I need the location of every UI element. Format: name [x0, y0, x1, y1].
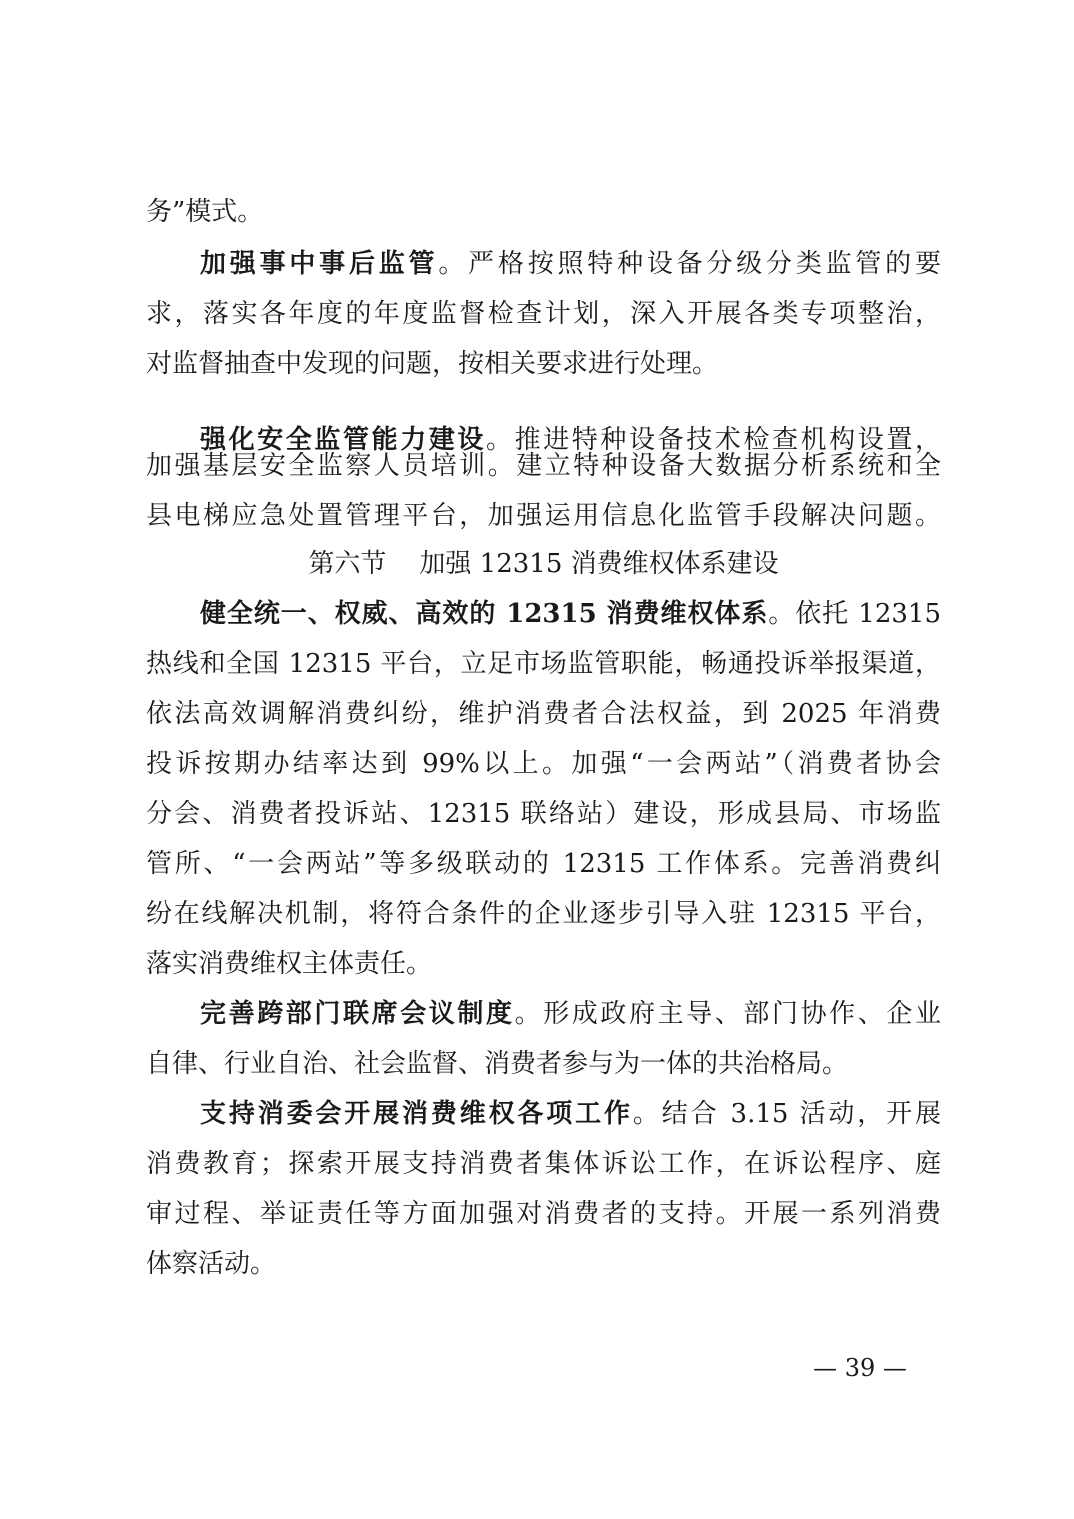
text-line: 对监督抽查中发现的问题，按相关要求进行处理。	[146, 349, 719, 379]
paragraph-text: 。形成政府主导、部门协作、企业	[514, 999, 941, 1029]
text-line: 加强基层安全监察人员培训。建立特种设备大数据分析系统和全	[146, 451, 941, 481]
text-line: 务”模式。	[146, 197, 264, 227]
paragraph-text: 。结合 3.15 活动，开展	[632, 1099, 941, 1129]
text-line: 纷在线解决机制，将符合条件的企业逐步引导入驻 12315 平台，	[146, 899, 941, 929]
text-line: 分会、消费者投诉站、12315 联络站）建设，形成县局、市场监	[146, 799, 941, 829]
paragraph-lead-bold: 完善跨部门联席会议制度	[200, 999, 515, 1029]
text-line: 体察活动。	[146, 1249, 277, 1279]
text-line: 投诉按期办结率达到 99%以上。加强“一会两站”（消费者协会	[146, 749, 941, 779]
text-line: 落实消费维权主体责任。	[146, 949, 433, 979]
section-heading: 第六节 加强 12315 消费维权体系建设	[308, 549, 779, 579]
paragraph-text: 。严格按照特种设备分级分类监管的要	[438, 249, 941, 279]
text-line: 求，落实各年度的年度监督检查计划，深入开展各类专项整治，	[146, 299, 941, 329]
text-line: 县电梯应急处置管理平台，加强运用信息化监管手段解决问题。	[146, 501, 941, 531]
paragraph-first-line	[200, 1092, 941, 1136]
text-line: 热线和全国 12315 平台，立足市场监管职能，畅通投诉举报渠道，	[146, 649, 941, 679]
paragraph-lead-bold: 强化安全监管能力建设	[200, 425, 486, 455]
text-line: 管所、“一会两站”等多级联动的 12315 工作体系。完善消费纠	[146, 849, 941, 879]
text-line: 依法高效调解消费纠纷，维护消费者合法权益，到 2025 年消费	[146, 699, 941, 729]
paragraph-text: 。依托 12315	[768, 599, 941, 629]
paragraph-first-line	[200, 992, 941, 1036]
paragraph-first-line	[200, 592, 941, 636]
paragraph-lead-bold: 支持消委会开展消费维权各项工作	[200, 1099, 633, 1129]
page-number: — 39 —	[813, 1354, 907, 1382]
paragraph-lead-bold: 健全统一、权威、高效的 12315 消费维权体系	[200, 599, 769, 629]
text-line: 审过程、举证责任等方面加强对消费者的支持。开展一系列消费	[146, 1199, 941, 1229]
text-line: 自律、行业自治、社会监督、消费者参与为一体的共治格局。	[146, 1049, 849, 1079]
paragraph-lead-bold: 加强事中事后监管	[200, 249, 439, 279]
paragraph-text: 。推进特种设备技术检查机构设置，	[486, 425, 941, 455]
paragraph-first-line	[200, 242, 941, 286]
text-line: 消费教育；探索开展支持消费者集体诉讼工作，在诉讼程序、庭	[146, 1149, 941, 1179]
